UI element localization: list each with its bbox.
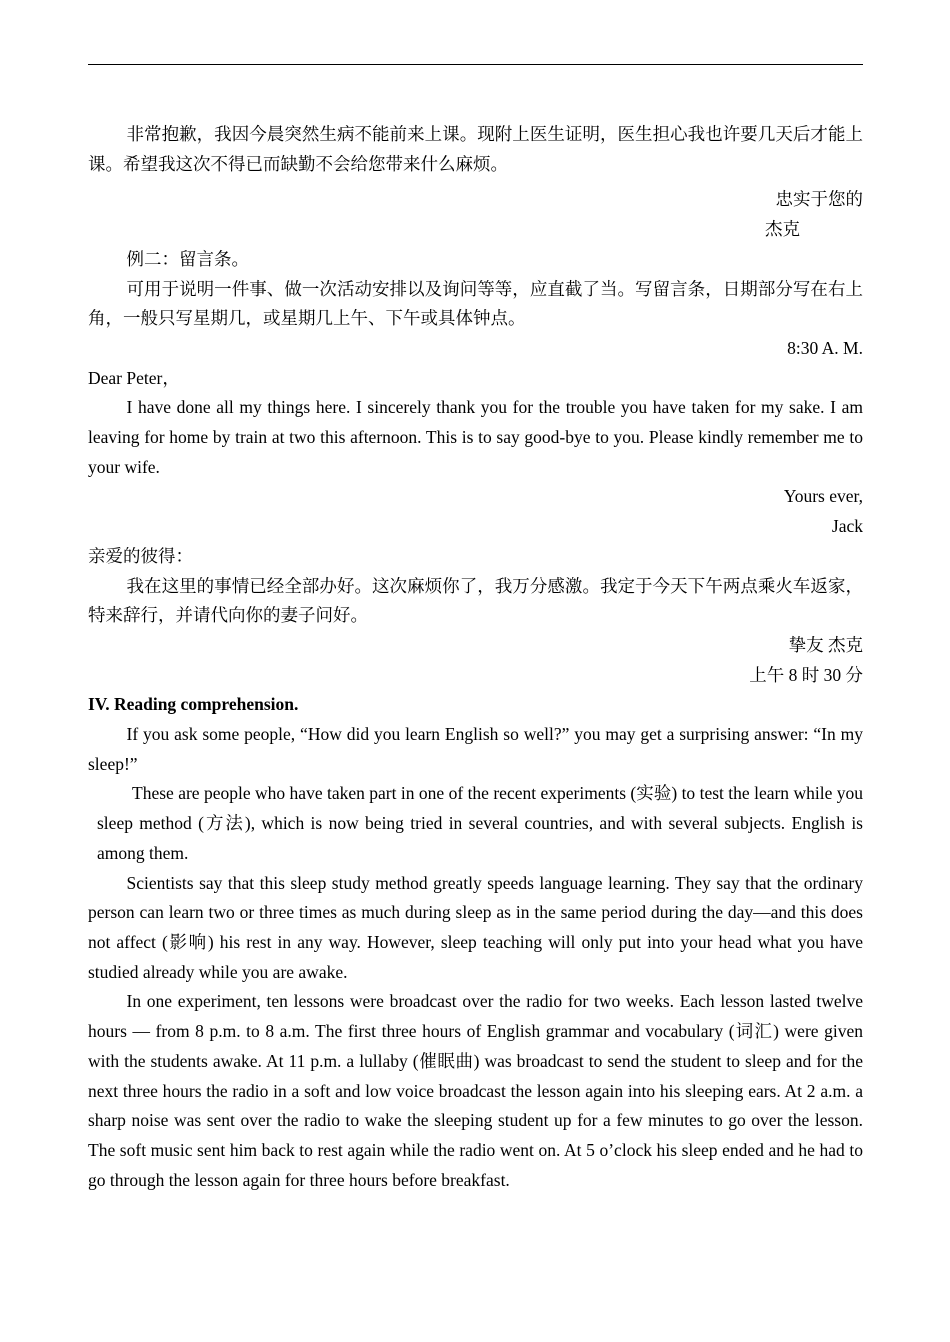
reading-paragraph-4: In one experiment, ten lessons were broadcast over the radio for two weeks. Each lesson lasted twelve hours — from 8 p.m. to 8 a.m. The first three hours of English grammar and vocabulary (词汇) were given with the students awake. At 11 p.m. a lullaby (催眠曲) was broadcast to send the student to sleep and for the next three hours the radio in a soft and low voice broadcast the lesson again into his sleeping ears. At 2 a.m. a sharp noise was sent over the radio to wake the sleeping student up for a few minutes to go over the lesson. The soft music sent him back to rest again while the radio went on. At 5 o’clock his sleep ended and he had to go through the lesson again for three hours before breakfast. [88, 991, 863, 1190]
note-cn-body: 我在这里的事情已经全部办好。这次麻烦你了，我万分感激。我定于今天下午两点乘火车返家，特来辞行，并请代向你的妻子问好。 [88, 575, 863, 626]
reading-heading: IV. Reading comprehension. [88, 694, 299, 715]
header-rule [88, 64, 863, 65]
note-en-greeting: Dear Peter， [88, 367, 180, 388]
reading-paragraph-3: Scientists say that this sleep study method greatly speeds language learning. They say that the ordinary person can learn two or three times as much during sleep as in the same period during the day—and this does not affect (影响) his rest in any way. However, sleep teaching will only put into your head what you have studied already while you are awake. [88, 872, 863, 982]
note-en-time: 8:30 A. M. [787, 337, 863, 358]
letter-cn-body: 非常抱歉，我因今晨突然生病不能前来上课。现附上医生证明，医生担心我也许要几天后才能上课。希望我这次不得已而缺勤不会给您带来什么麻烦。 [88, 124, 863, 174]
letter-cn-closing: 忠实于您的 [775, 189, 863, 210]
note-cn-greeting: 亲爱的彼得： [88, 545, 193, 566]
example2-title: 例二：留言条。 [126, 248, 249, 269]
reading-paragraph-1: If you ask some people, “How did you learn English so well?” you may get a surprising answer: “In my sleep!” [88, 724, 863, 774]
note-cn-time: 上午 8 时 30 分 [749, 664, 863, 685]
document-body [88, 120, 863, 1195]
letter-cn-signature: 杰克 [765, 219, 800, 240]
reading-paragraph-2: These are people who have taken part in one of the recent experiments (实验) to test the learn while you sleep method (方法), which is now being tried in several countries, and with several subjects. English is among them. [97, 783, 863, 863]
note-cn-signature: 挚友 杰克 [788, 634, 863, 655]
note-en-closing: Yours ever, [783, 486, 863, 507]
example2-desc: 可用于说明一件事、做一次活动安排以及询问等等，应直截了当。写留言条，日期部分写在右上角，一般只写星期几，或星期几上午、下午或具体钟点。 [88, 278, 863, 329]
note-en-body: I have done all my things here. I sincerely thank you for the trouble you have taken for my sake. I am leaving for home by train at two this afternoon. This is to say good-bye to you. Please kindly remember me to your wife. [88, 397, 863, 477]
note-en-signature: Jack [831, 516, 863, 537]
